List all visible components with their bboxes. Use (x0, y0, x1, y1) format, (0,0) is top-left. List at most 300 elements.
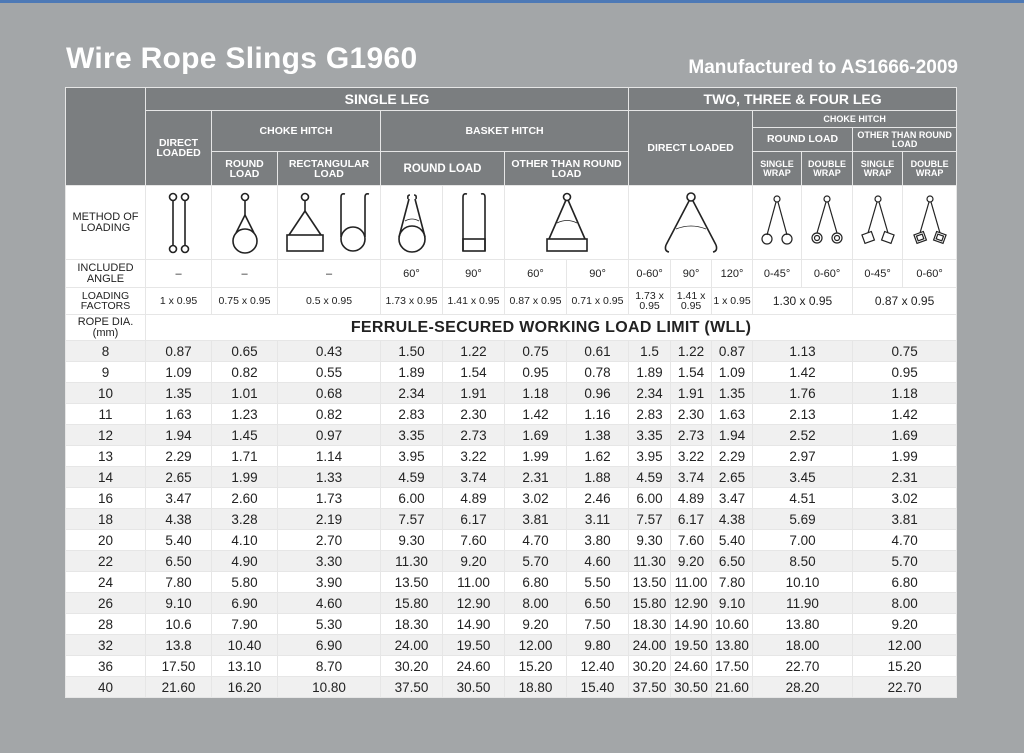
wll-cell: 4.90 (212, 551, 278, 572)
angle-cell: – (278, 260, 381, 288)
wll-cell: 18.30 (629, 614, 671, 635)
wll-cell: 6.17 (443, 509, 505, 530)
wll-cell: 30.50 (443, 677, 505, 698)
wll-cell: 7.50 (567, 614, 629, 635)
angle-cell: 120° (712, 260, 753, 288)
table-row (66, 614, 957, 635)
wll-cell: 6.90 (278, 635, 381, 656)
wll-cell: 1.89 (629, 362, 671, 383)
table-row (66, 572, 957, 593)
label-rope-dia: ROPE DIA.(mm) (66, 315, 146, 341)
wll-cell: 0.96 (567, 383, 629, 404)
wll-cell: 7.00 (753, 530, 853, 551)
wll-cell: 11.30 (381, 551, 443, 572)
wll-cell: 2.60 (212, 488, 278, 509)
diagram-basket-other-than-round (505, 186, 629, 260)
wll-cell: 3.95 (381, 446, 443, 467)
wll-cell: 1.18 (505, 383, 567, 404)
wll-cell: 37.50 (629, 677, 671, 698)
table-row (66, 383, 957, 404)
wll-cell: 6.00 (381, 488, 443, 509)
wll-cell: 13.8 (146, 635, 212, 656)
wll-cell: 2.29 (712, 446, 753, 467)
wll-cell: 0.95 (853, 362, 957, 383)
table-row (66, 509, 957, 530)
header-single-wrap-2: SINGLE WRAP (853, 152, 903, 186)
header-direct-loaded-multi: DIRECT LOADED (629, 111, 753, 186)
wll-cell: 12.90 (671, 593, 712, 614)
wll-cell: 11.30 (629, 551, 671, 572)
wll-cell: 9.10 (712, 593, 753, 614)
diagram-basket-round-90 (443, 186, 505, 260)
wll-cell: 0.97 (278, 425, 381, 446)
wll-cell: 17.50 (712, 656, 753, 677)
wll-cell: 1.88 (567, 467, 629, 488)
wll-cell: 1.09 (712, 362, 753, 383)
wll-cell: 5.30 (278, 614, 381, 635)
rope-dia-cell: 24 (66, 572, 146, 593)
rope-dia-cell: 36 (66, 656, 146, 677)
wll-cell: 24.60 (443, 656, 505, 677)
wll-cell: 7.60 (671, 530, 712, 551)
angle-cell: – (146, 260, 212, 288)
wll-cell: 5.40 (712, 530, 753, 551)
wll-cell: 5.70 (853, 551, 957, 572)
wll-cell: 4.89 (443, 488, 505, 509)
wll-cell: 1.01 (212, 383, 278, 404)
rope-dia-cell: 26 (66, 593, 146, 614)
wll-cell: 1.99 (505, 446, 567, 467)
wll-cell: 2.83 (381, 404, 443, 425)
diagram-basket-round-60 (381, 186, 443, 260)
wll-cell: 1.18 (853, 383, 957, 404)
wll-cell: 1.35 (146, 383, 212, 404)
wll-cell: 18.30 (381, 614, 443, 635)
wll-cell: 1.54 (443, 362, 505, 383)
table-row (66, 530, 957, 551)
wll-cell: 1.45 (212, 425, 278, 446)
wll-cell: 1.71 (212, 446, 278, 467)
wll-cell: 3.90 (278, 572, 381, 593)
angle-cell: 90° (443, 260, 505, 288)
diagram-double-wrap-round (802, 186, 853, 260)
wll-cell: 17.50 (146, 656, 212, 677)
wll-cell: 2.46 (567, 488, 629, 509)
wll-cell: 3.35 (629, 425, 671, 446)
factor-cell: 0.87 x 0.95 (853, 288, 957, 315)
wll-cell: 0.43 (278, 341, 381, 362)
wll-cell: 2.19 (278, 509, 381, 530)
wll-cell: 0.87 (712, 341, 753, 362)
header-double-wrap-2: DOUBLE WRAP (903, 152, 957, 186)
angle-cell: 60° (505, 260, 567, 288)
wll-cell: 24.00 (629, 635, 671, 656)
wll-cell: 4.60 (278, 593, 381, 614)
wll-cell: 3.22 (671, 446, 712, 467)
wll-cell: 1.16 (567, 404, 629, 425)
table-row (66, 425, 957, 446)
wll-cell: 19.50 (671, 635, 712, 656)
wll-cell: 6.50 (146, 551, 212, 572)
page-subtitle: Manufactured to AS1666-2009 (688, 57, 958, 78)
wll-cell: 12.00 (853, 635, 957, 656)
wll-cell: 0.68 (278, 383, 381, 404)
wll-cell: 11.00 (671, 572, 712, 593)
label-loading-factors: LOADING FACTORS (66, 288, 146, 315)
wll-cell: 3.80 (567, 530, 629, 551)
wll-cell: 2.31 (505, 467, 567, 488)
wll-cell: 2.34 (629, 383, 671, 404)
wll-cell: 3.02 (505, 488, 567, 509)
wll-cell: 2.30 (671, 404, 712, 425)
rope-dia-cell: 16 (66, 488, 146, 509)
rope-dia-cell: 14 (66, 467, 146, 488)
wll-table (65, 87, 957, 698)
wll-cell: 7.90 (212, 614, 278, 635)
wll-cell: 4.59 (381, 467, 443, 488)
wll-cell: 1.94 (712, 425, 753, 446)
wll-cell: 1.14 (278, 446, 381, 467)
wll-cell: 5.80 (212, 572, 278, 593)
wll-cell: 1.99 (212, 467, 278, 488)
page-title: Wire Rope Slings G1960 (66, 42, 418, 75)
angle-cell: 0-45° (853, 260, 903, 288)
angle-cell: 90° (671, 260, 712, 288)
wll-cell: 11.00 (443, 572, 505, 593)
wll-cell: 6.00 (629, 488, 671, 509)
wll-cell: 1.42 (505, 404, 567, 425)
rope-dia-cell: 9 (66, 362, 146, 383)
wll-cell: 1.5 (629, 341, 671, 362)
wll-cell: 14.90 (443, 614, 505, 635)
wll-cell: 12.40 (567, 656, 629, 677)
angle-cell: 0-45° (753, 260, 802, 288)
wll-cell: 2.73 (671, 425, 712, 446)
factor-cell: 0.87 x 0.95 (505, 288, 567, 315)
table-row (66, 593, 957, 614)
wll-cell: 4.60 (567, 551, 629, 572)
wll-cell: 0.61 (567, 341, 629, 362)
wll-cell: 5.70 (505, 551, 567, 572)
wll-cell: 1.63 (146, 404, 212, 425)
angle-cell: 0-60° (629, 260, 671, 288)
wll-cell: 15.20 (505, 656, 567, 677)
wll-cell: 16.20 (212, 677, 278, 698)
wll-cell: 2.52 (753, 425, 853, 446)
header-choke-hitch: CHOKE HITCH (212, 111, 381, 152)
wll-cell: 7.60 (443, 530, 505, 551)
wll-cell: 9.30 (629, 530, 671, 551)
wll-cell: 4.70 (505, 530, 567, 551)
wll-cell: 3.30 (278, 551, 381, 572)
corner-cell (66, 88, 146, 186)
rope-dia-cell: 13 (66, 446, 146, 467)
wll-cell: 1.23 (212, 404, 278, 425)
wll-cell: 24.00 (381, 635, 443, 656)
wll-cell: 2.65 (712, 467, 753, 488)
wll-cell: 1.22 (443, 341, 505, 362)
wll-cell: 0.95 (505, 362, 567, 383)
wll-cell: 1.13 (753, 341, 853, 362)
wll-cell: 9.80 (567, 635, 629, 656)
wll-cell: 8.70 (278, 656, 381, 677)
table-row (66, 488, 957, 509)
wll-cell: 3.47 (146, 488, 212, 509)
wll-cell: 2.31 (853, 467, 957, 488)
diagram-choke-round (212, 186, 278, 260)
diagram-single-wrap-round (753, 186, 802, 260)
wll-cell: 1.50 (381, 341, 443, 362)
rope-dia-cell: 8 (66, 341, 146, 362)
wll-cell: 13.80 (753, 614, 853, 635)
wll-cell: 1.91 (671, 383, 712, 404)
wll-cell: 2.73 (443, 425, 505, 446)
wll-cell: 1.54 (671, 362, 712, 383)
wll-cell: 1.76 (753, 383, 853, 404)
wll-cell: 2.83 (629, 404, 671, 425)
wll-cell: 0.75 (853, 341, 957, 362)
wll-cell: 8.50 (753, 551, 853, 572)
header-single-leg: SINGLE LEG (146, 88, 629, 111)
rope-dia-cell: 12 (66, 425, 146, 446)
wll-cell: 11.90 (753, 593, 853, 614)
wll-cell: 4.59 (629, 467, 671, 488)
wll-cell: 15.20 (853, 656, 957, 677)
wll-cell: 30.20 (381, 656, 443, 677)
header-round-load-basket: ROUND LOAD (381, 152, 505, 186)
wll-cell: 2.97 (753, 446, 853, 467)
wll-cell: 6.80 (853, 572, 957, 593)
wll-cell: 22.70 (853, 677, 957, 698)
wll-cell: 3.74 (671, 467, 712, 488)
wll-cell: 10.60 (712, 614, 753, 635)
rope-dia-cell: 10 (66, 383, 146, 404)
wll-cell: 6.50 (567, 593, 629, 614)
wll-cell: 0.55 (278, 362, 381, 383)
table-row (66, 446, 957, 467)
rope-dia-cell: 20 (66, 530, 146, 551)
wll-cell: 15.80 (381, 593, 443, 614)
wll-cell: 18.00 (753, 635, 853, 656)
wll-cell: 13.80 (712, 635, 753, 656)
wll-cell: 10.10 (753, 572, 853, 593)
rope-dia-cell: 28 (66, 614, 146, 635)
diagram-direct-loaded-multi (629, 186, 753, 260)
wll-cell: 24.60 (671, 656, 712, 677)
wll-cell: 7.57 (381, 509, 443, 530)
wll-cell: 9.20 (853, 614, 957, 635)
wll-cell: 14.90 (671, 614, 712, 635)
wll-cell: 4.70 (853, 530, 957, 551)
angle-cell: 90° (567, 260, 629, 288)
header-direct-loaded-single: DIRECT LOADED (146, 111, 212, 186)
wll-cell: 28.20 (753, 677, 853, 698)
wll-cell: 1.63 (712, 404, 753, 425)
factor-cell: 0.5 x 0.95 (278, 288, 381, 315)
wll-cell: 12.00 (505, 635, 567, 656)
wll-cell: 9.30 (381, 530, 443, 551)
wll-cell: 15.40 (567, 677, 629, 698)
wll-cell: 30.20 (629, 656, 671, 677)
wll-title: FERRULE-SECURED WORKING LOAD LIMIT (WLL) (146, 315, 957, 341)
wll-cell: 3.22 (443, 446, 505, 467)
wll-cell: 19.50 (443, 635, 505, 656)
wll-cell: 7.57 (629, 509, 671, 530)
factor-cell: 1 x 0.95 (712, 288, 753, 315)
wll-cell: 3.45 (753, 467, 853, 488)
wll-cell: 1.35 (712, 383, 753, 404)
factor-cell: 1.30 x 0.95 (753, 288, 853, 315)
wll-cell: 6.90 (212, 593, 278, 614)
wll-cell: 3.02 (853, 488, 957, 509)
factor-cell: 1.73 x 0.95 (381, 288, 443, 315)
wll-cell: 1.38 (567, 425, 629, 446)
wll-cell: 6.50 (712, 551, 753, 572)
wll-cell: 0.87 (146, 341, 212, 362)
wll-cell: 0.78 (567, 362, 629, 383)
wll-cell: 0.75 (505, 341, 567, 362)
wll-cell: 2.30 (443, 404, 505, 425)
wll-cell: 7.80 (712, 572, 753, 593)
wll-cell: 6.17 (671, 509, 712, 530)
table-row (66, 677, 957, 698)
wll-cell: 1.62 (567, 446, 629, 467)
wll-body (66, 341, 957, 698)
header-other-than-round-basket: OTHER THAN ROUND LOAD (505, 152, 629, 186)
wll-cell: 1.33 (278, 467, 381, 488)
wll-cell: 0.65 (212, 341, 278, 362)
angle-cell: – (212, 260, 278, 288)
header-choke-hitch-multi: CHOKE HITCH (753, 111, 957, 128)
rope-dia-cell: 40 (66, 677, 146, 698)
angle-cell: 0-60° (903, 260, 957, 288)
table-row (66, 341, 957, 362)
wll-cell: 1.94 (146, 425, 212, 446)
wll-cell: 10.80 (278, 677, 381, 698)
header-single-wrap-1: SINGLE WRAP (753, 152, 802, 186)
wll-cell: 37.50 (381, 677, 443, 698)
table-row (66, 404, 957, 425)
factor-cell: 1 x 0.95 (146, 288, 212, 315)
wll-cell: 3.47 (712, 488, 753, 509)
wll-cell: 3.35 (381, 425, 443, 446)
wll-cell: 9.20 (443, 551, 505, 572)
angle-cell: 0-60° (802, 260, 853, 288)
wll-cell: 21.60 (146, 677, 212, 698)
wll-cell: 3.11 (567, 509, 629, 530)
wll-cell: 3.74 (443, 467, 505, 488)
header-rectangular-load: RECTANGULAR LOAD (278, 152, 381, 186)
wll-cell: 2.34 (381, 383, 443, 404)
wll-cell: 9.20 (671, 551, 712, 572)
rope-dia-cell: 11 (66, 404, 146, 425)
wll-cell: 3.95 (629, 446, 671, 467)
wll-cell: 1.69 (853, 425, 957, 446)
wll-cell: 5.50 (567, 572, 629, 593)
wll-cell: 15.80 (629, 593, 671, 614)
table-row (66, 656, 957, 677)
wll-cell: 13.10 (212, 656, 278, 677)
wll-cell: 2.29 (146, 446, 212, 467)
wll-cell: 0.82 (212, 362, 278, 383)
wll-cell: 13.50 (381, 572, 443, 593)
wll-cell: 1.69 (505, 425, 567, 446)
diagram-choke-rectangular (278, 186, 381, 260)
table-row (66, 467, 957, 488)
rope-dia-cell: 32 (66, 635, 146, 656)
wll-cell: 4.38 (712, 509, 753, 530)
top-accent-line (0, 0, 1024, 3)
wll-cell: 9.10 (146, 593, 212, 614)
diagram-single-wrap-other (853, 186, 903, 260)
wll-cell: 4.38 (146, 509, 212, 530)
diagram-double-wrap-other (903, 186, 957, 260)
wll-cell: 4.89 (671, 488, 712, 509)
table-row (66, 551, 957, 572)
wll-cell: 1.89 (381, 362, 443, 383)
label-method-of-loading: METHOD OF LOADING (66, 186, 146, 260)
wll-cell: 2.13 (753, 404, 853, 425)
wll-cell: 1.73 (278, 488, 381, 509)
header-basket-hitch: BASKET HITCH (381, 111, 629, 152)
wll-cell: 3.28 (212, 509, 278, 530)
wll-cell: 4.51 (753, 488, 853, 509)
wll-cell: 2.65 (146, 467, 212, 488)
wll-cell: 3.81 (505, 509, 567, 530)
wll-cell: 3.81 (853, 509, 957, 530)
factor-cell: 1.41 x 0.95 (443, 288, 505, 315)
factor-cell: 0.75 x 0.95 (212, 288, 278, 315)
header-double-wrap-1: DOUBLE WRAP (802, 152, 853, 186)
header-round-load-choke: ROUND LOAD (212, 152, 278, 186)
wll-cell: 30.50 (671, 677, 712, 698)
wll-cell: 13.50 (629, 572, 671, 593)
wll-cell: 10.6 (146, 614, 212, 635)
header-round-load-multi: ROUND LOAD (753, 128, 853, 152)
wll-cell: 4.10 (212, 530, 278, 551)
wll-cell: 21.60 (712, 677, 753, 698)
wll-cell: 2.70 (278, 530, 381, 551)
wll-cell: 18.80 (505, 677, 567, 698)
wll-cell: 1.99 (853, 446, 957, 467)
wll-cell: 22.70 (753, 656, 853, 677)
wll-cell: 5.69 (753, 509, 853, 530)
wll-cell: 1.09 (146, 362, 212, 383)
label-included-angle: INCLUDED ANGLE (66, 260, 146, 288)
rope-dia-cell: 18 (66, 509, 146, 530)
diagram-direct-loaded (146, 186, 212, 260)
wll-cell: 1.42 (853, 404, 957, 425)
wll-cell: 1.22 (671, 341, 712, 362)
rope-dia-cell: 22 (66, 551, 146, 572)
wll-cell: 8.00 (853, 593, 957, 614)
wll-cell: 12.90 (443, 593, 505, 614)
factor-cell: 0.71 x 0.95 (567, 288, 629, 315)
wll-cell: 6.80 (505, 572, 567, 593)
header-other-than-round-multi: OTHER THAN ROUND LOAD (853, 128, 957, 152)
wll-cell: 1.42 (753, 362, 853, 383)
header-multi-leg: TWO, THREE & FOUR LEG (629, 88, 957, 111)
wll-cell: 5.40 (146, 530, 212, 551)
wll-cell: 0.82 (278, 404, 381, 425)
wll-cell: 7.80 (146, 572, 212, 593)
factor-cell: 1.41 x 0.95 (671, 288, 712, 315)
wll-cell: 8.00 (505, 593, 567, 614)
table-row (66, 362, 957, 383)
table-row (66, 635, 957, 656)
wll-cell: 10.40 (212, 635, 278, 656)
wll-cell: 1.91 (443, 383, 505, 404)
